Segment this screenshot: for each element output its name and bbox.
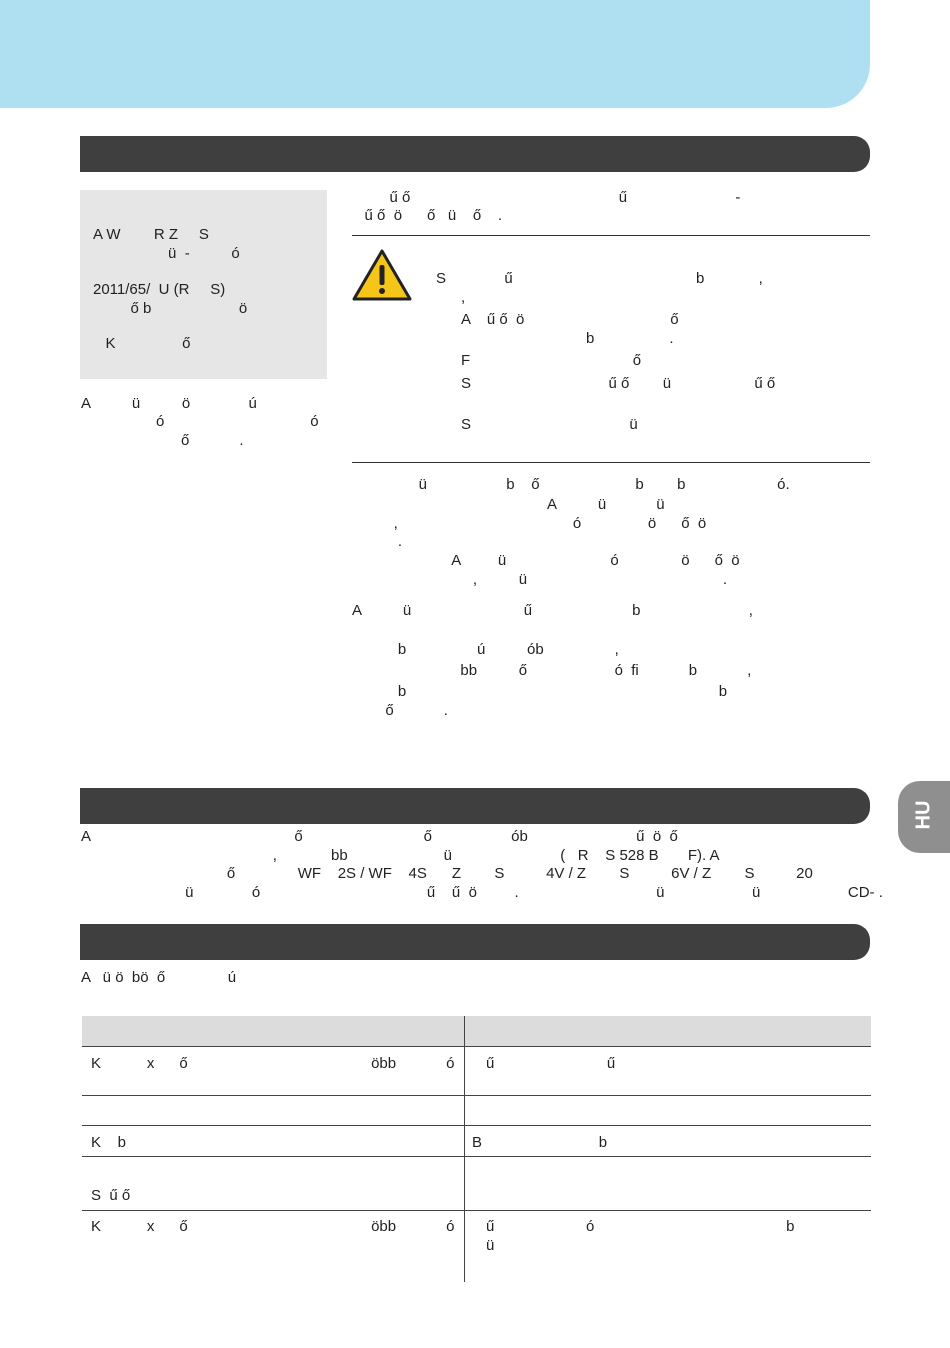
body-line-5: A ü ó ö ő ö <box>352 552 740 569</box>
body-line-4: . <box>352 533 403 550</box>
language-tab-label: HU <box>912 800 935 830</box>
warning-line-1: S ű b , <box>436 270 763 287</box>
info-line-3: 2011/65/ U (R S) <box>93 281 226 298</box>
para2-line-3: ő WF 2S / WF 4S Z S 4V / Z S 6V / Z S 20 <box>81 865 813 882</box>
body-line-3: , ó ö ő ö <box>352 515 707 532</box>
warning-top-rule <box>352 235 870 236</box>
para3-text: A ü ö bö ő ú <box>81 969 237 986</box>
table-rule <box>82 1046 871 1047</box>
body-line-9: bb ő ó fi b , <box>352 662 752 679</box>
warning-line-2: , <box>436 289 466 306</box>
info-line-2: ü - ó <box>93 245 240 262</box>
info-line-5: K ő <box>93 335 191 352</box>
language-tab[interactable] <box>898 781 950 853</box>
intro-line-2: ű ő ö ő ü ő . <box>352 207 503 224</box>
para2-line-1: A ő ő ób ű ö ő <box>81 828 678 845</box>
body-line-11: ő . <box>352 702 448 719</box>
table-cell: S ű ő <box>91 1187 131 1204</box>
left-text-2: ó ó <box>81 413 319 430</box>
body-line-10: b b <box>352 683 728 700</box>
table-rule <box>82 1125 871 1126</box>
header-band <box>0 0 870 108</box>
section-header-bar-2 <box>80 788 870 824</box>
table-cell: B b <box>472 1134 608 1151</box>
section-header-bar-1 <box>80 136 870 172</box>
warning-line-5: F ő <box>461 352 642 369</box>
table-rule <box>82 1095 871 1096</box>
warning-icon <box>351 248 413 302</box>
table-cell: ű ó b <box>486 1218 795 1235</box>
table-cell: K b <box>91 1134 127 1151</box>
info-line-4: ő b ö <box>93 300 248 317</box>
left-text-3: ő . <box>81 432 244 449</box>
warning-line-4: b . <box>461 330 674 347</box>
table-cell: ü <box>486 1237 495 1254</box>
table-cell: ű ű <box>486 1055 616 1072</box>
table-rule <box>82 1156 871 1157</box>
section-header-bar-3 <box>80 924 870 960</box>
warning-bottom-rule <box>352 462 870 463</box>
para2-line-4: ü ó ű ű ö . ü ü CD- . <box>81 884 883 901</box>
table-column-divider <box>464 1016 465 1282</box>
table-cell: K x ő öbb ó <box>91 1055 455 1072</box>
para2-line-2: , bb ü ( R S 528 B F). A <box>81 847 720 864</box>
warning-line-3: A ű ő ö ő <box>461 311 679 328</box>
intro-line-1: ű ő ű - <box>352 189 741 206</box>
body-line-7: A ü ű b , <box>352 602 753 619</box>
left-text-1: A ü ö ú <box>81 395 257 412</box>
warning-line-7: S ü <box>461 416 638 433</box>
body-line-2: A ü ü <box>352 496 665 513</box>
table-rule <box>82 1210 871 1211</box>
table-header <box>82 1016 871 1046</box>
body-line-8: b ú ób , <box>352 641 619 658</box>
warning-line-6: S ű ő ü ű ő <box>461 375 776 392</box>
body-line-6: , ü . <box>352 571 728 588</box>
info-line-1: A W R Z S <box>93 226 209 243</box>
table-cell: K x ő öbb ó <box>91 1218 455 1235</box>
body-line-1: ü b ő b b ó. <box>352 476 790 493</box>
